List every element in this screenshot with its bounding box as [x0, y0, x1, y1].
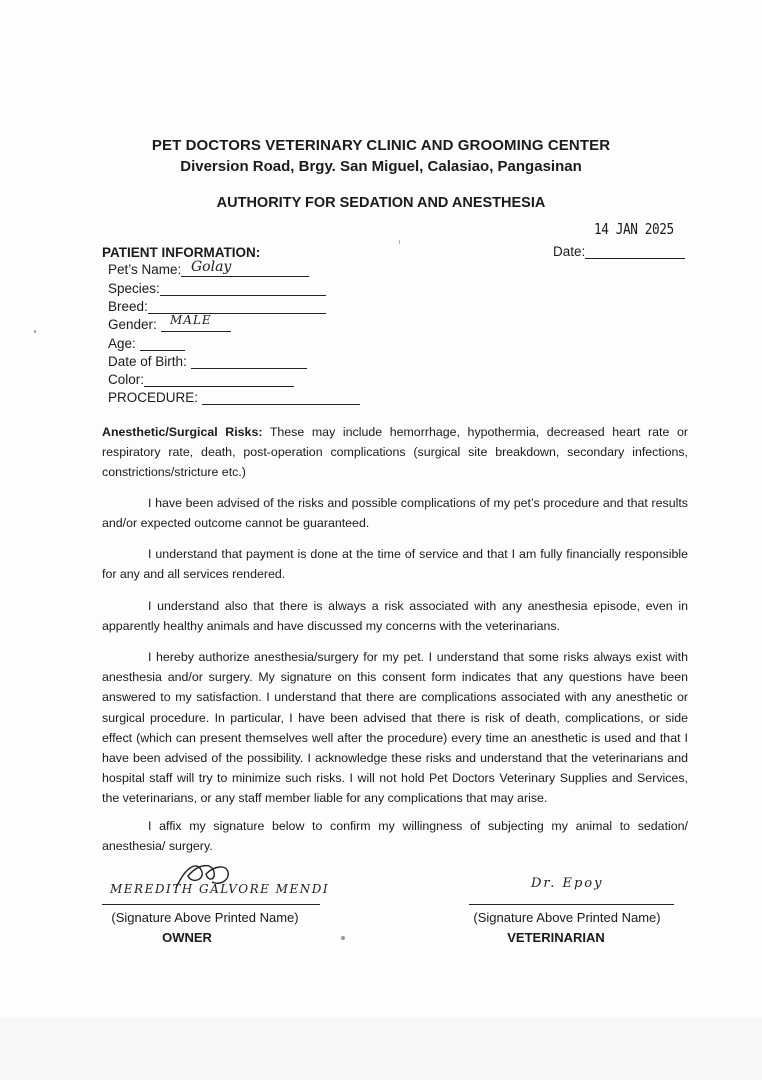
color-field	[108, 372, 294, 390]
paragraph-payment: I understand that payment is done at the time of service and that I am fully financially responsible for any and all services rendered.	[102, 547, 688, 582]
date-line	[585, 244, 685, 259]
dob-line	[191, 354, 307, 369]
color-line	[144, 372, 294, 387]
pet-name-handwritten: Golay	[191, 259, 232, 275]
pet-name-field	[108, 259, 309, 280]
scan-speck	[341, 936, 345, 940]
species-field	[108, 281, 326, 299]
dob-field	[108, 354, 307, 372]
gender-label: Gender:	[108, 317, 157, 332]
breed-label: Breed:	[108, 299, 148, 314]
species-line	[160, 281, 326, 296]
date-label: Date:	[553, 244, 586, 259]
pet-name-label: Pet’s Name:	[108, 262, 182, 277]
risks-label: Anesthetic/Surgical Risks:	[102, 425, 263, 439]
color-label: Color:	[108, 372, 145, 387]
clinic-address: Diversion Road, Brgy. San Miguel, Calasiao, Pangasinan	[180, 158, 582, 175]
species-label: Species:	[108, 281, 160, 296]
paragraph-affirmation: I affix my signature below to confirm my willingness of subjecting my animal to sedation/ anesthesia/ surgery.	[102, 819, 688, 854]
risks-paragraph	[102, 422, 688, 483]
owner-signature-caption: (Signature Above Printed Name)	[111, 910, 299, 925]
gender-handwritten: MALE	[170, 313, 212, 327]
procedure-label: PROCEDURE:	[108, 390, 199, 405]
owner-signature-line	[102, 904, 320, 905]
paragraph-anesthesia-risk: I understand also that there is always a risk associated with any anesthesia episode, even in apparently healthy animals and have discussed my concerns with the veterinarians.	[102, 599, 688, 634]
paragraph-advised: I have been advised of the risks and possible complications of my pet’s procedure and that results and/or expected outcome cannot be guaranteed.	[102, 496, 688, 531]
dob-label: Date of Birth:	[108, 354, 187, 369]
scan-speck	[399, 240, 400, 244]
age-line	[140, 336, 185, 351]
patient-info-heading: PATIENT INFORMATION:	[102, 245, 261, 260]
scan-speck	[34, 330, 36, 333]
owner-printed-name-handwritten: MEREDITH GALVORE MENDI	[110, 882, 330, 896]
paragraph-authorization: I hereby authorize anesthesia/surgery for my pet. I understand that some risks always exist with anesthesia and/or surgery. My signature on this consent form indicates that any questions have been answered to my satisfaction. I understand that there are complications associated with any anesthetic or surgical procedure. In particular, I have been advised that there is risk of death, complications, or side effect (which can present themselves well after the procedure) every time an anesthetic is used and that I have been advised of the possibility. I acknowledge these risks and understand that the veterinarians and hospital staff will try to minimize such risks. I will not hold Pet Doctors Veterinary Supplies and Services, the veterinarians, or any staff member liable for any complications that may arise.	[102, 650, 688, 806]
vet-signature-line	[469, 904, 674, 905]
vet-signature-caption: (Signature Above Printed Name)	[473, 910, 661, 925]
vet-signature-handwritten: Dr. Epoy	[531, 876, 604, 891]
form-title: AUTHORITY FOR SEDATION AND ANESTHESIA	[216, 195, 546, 211]
procedure-line	[202, 390, 360, 405]
age-label: Age:	[108, 336, 136, 351]
age-field	[108, 336, 185, 354]
breed-line	[148, 299, 326, 314]
clinic-name: PET DOCTORS VETERINARY CLINIC AND GROOMING CENTER	[151, 137, 611, 154]
scan-bottom-edge	[0, 1018, 762, 1080]
owner-role-label: OWNER	[162, 930, 212, 945]
date-stamp: 14 JAN 2025	[594, 220, 674, 238]
date-field	[553, 244, 685, 259]
gender-field	[108, 313, 231, 335]
breed-field	[108, 299, 326, 317]
risks-text: These may include hemorrhage, hypothermia, decreased heart rate or respiratory rate, death, post-operation complications (surgical site breakdown, secondary infections, constrictions/stricture etc.)	[102, 425, 689, 480]
procedure-field	[108, 390, 360, 408]
vet-role-label: VETERINARIAN	[507, 930, 605, 945]
